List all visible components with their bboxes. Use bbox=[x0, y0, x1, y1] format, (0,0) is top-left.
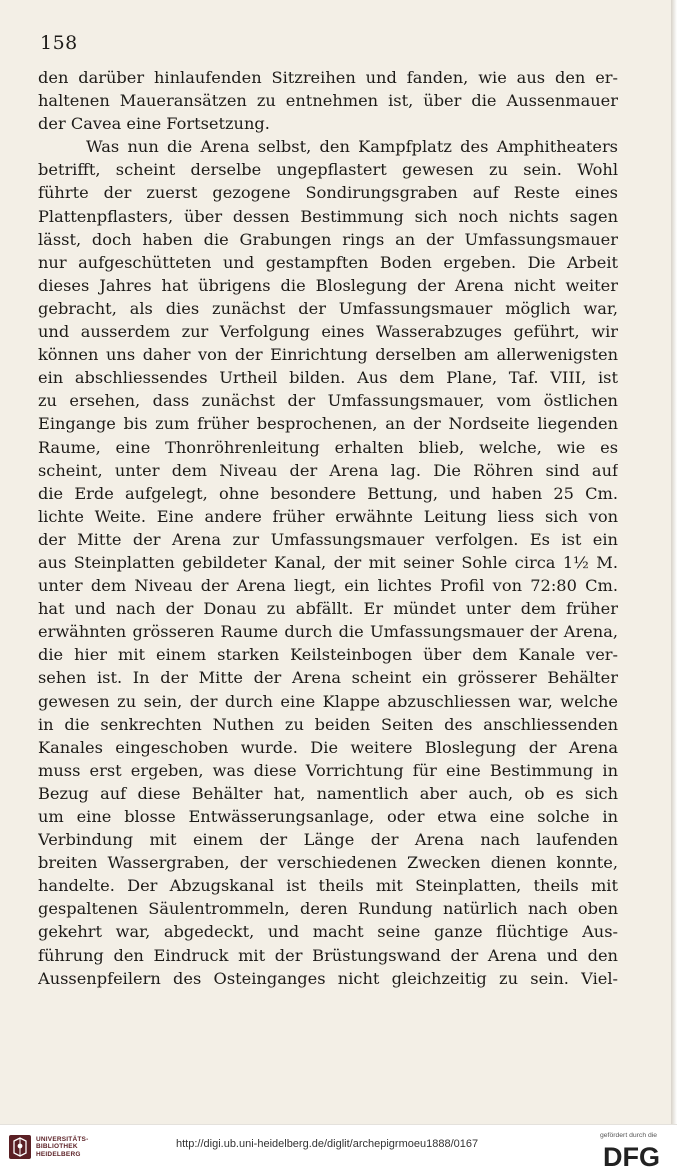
text-line: ein abschliessendes Urtheil bilden. Aus dem Plane, Taf. VIII, ist bbox=[38, 368, 618, 388]
text-line: erwähnten grösseren Raume durch die Umfassungsmauer der Arena, bbox=[38, 622, 618, 642]
page-number: 158 bbox=[40, 32, 78, 54]
viewer-footer bbox=[0, 1124, 677, 1175]
funded-by-caption: gefördert durch die bbox=[600, 1132, 658, 1139]
text-line: um eine blosse Entwässerungsanlage, oder etwa eine solche in bbox=[38, 807, 618, 826]
text-line: Raume, eine Thonröhrenleitung erhalten blieb, welche, wie es bbox=[38, 437, 618, 457]
library-name bbox=[36, 1136, 88, 1158]
text-line: den darüber hinlaufenden Sitzreihen und fanden, wie aus den er- bbox=[38, 68, 618, 87]
permalink-url[interactable]: http://digi.ub.uni-heidelberg.de/diglit/archepigrmoeu1888/0167 bbox=[176, 1138, 479, 1150]
body-text bbox=[38, 66, 618, 990]
text-line: Bezug auf diese Behälter hat, namentlich aber auch, ob es sich bbox=[38, 783, 618, 803]
text-line: führte der zuerst gezogene Sondirungsgraben auf Reste eines bbox=[38, 183, 618, 203]
text-line: die Erde aufgelegt, ohne besondere Bettung, und haben 25 Cm. bbox=[38, 483, 618, 503]
text-line: der Cavea eine Fortsetzung. bbox=[38, 114, 270, 134]
text-line: gespaltenen Säulentrommeln, deren Rundung natürlich nach oben bbox=[38, 899, 618, 919]
text-line: hat und nach der Donau zu abfällt. Er mündet unter dem früher bbox=[38, 599, 618, 619]
text-line: gewesen zu sein, der durch eine Klappe abzuschliessen war, welche bbox=[38, 691, 618, 711]
university-seal-icon bbox=[8, 1134, 32, 1160]
text-line: Aussenpfeilern des Osteinganges nicht gleichzeitig zu sein. Viel- bbox=[38, 968, 618, 988]
text-line: gebracht, als dies zunächst der Umfassungsmauer möglich war, bbox=[38, 298, 618, 318]
text-line: nur aufgeschütteten und gestampften Boden ergeben. Die Arbeit bbox=[38, 252, 618, 272]
text-line: Was nun die Arena selbst, den Kampfplatz des Amphitheaters bbox=[86, 137, 618, 157]
text-line: scheint, unter dem Niveau der Arena lag. Die Röhren sind auf bbox=[38, 460, 618, 480]
text-line: lässt, doch haben die Grabungen rings an der Umfassungsmauer bbox=[38, 229, 618, 249]
text-line: Eingange bis zum früher besprochenen, an der Nordseite liegenden bbox=[38, 414, 618, 434]
text-line: der Mitte der Arena zur Umfassungsmauer verfolgen. Es ist ein bbox=[38, 529, 618, 549]
text-line: unter dem Niveau der Arena liegt, ein lichtes Profil von 72:80 Cm. bbox=[38, 576, 618, 596]
text-line: Verbindung mit einem der Länge der Arena nach laufenden bbox=[38, 830, 618, 850]
dfg-logo-icon bbox=[603, 1143, 669, 1169]
text-line: betrifft, scheint derselbe ungepflastert gewesen zu sein. Wohl bbox=[38, 160, 618, 180]
text-line: führung den Eindruck mit der Brüstungswand der Arena und den bbox=[38, 945, 618, 965]
text-line: die hier mit einem starken Keilsteinbogen über dem Kanale ver- bbox=[38, 645, 618, 665]
text-line: Kanales eingeschoben wurde. Die weitere Bloslegung der Arena bbox=[38, 737, 618, 757]
page-edge bbox=[671, 0, 677, 1124]
text-line: lichte Weite. Eine andere früher erwähnte Leitung liess sich von bbox=[38, 506, 618, 526]
text-line: und ausserdem zur Verfolgung eines Wasserabzuges geführt, wir bbox=[38, 322, 618, 342]
library-name-line: BIBLIOTHEK bbox=[36, 1143, 78, 1151]
text-line: haltenen Maueransätzen zu entnehmen ist, über die Aussenmauer bbox=[38, 91, 618, 111]
text-line: zu ersehen, dass zunächst der Umfassungsmauer, vom östlichen bbox=[38, 391, 618, 411]
text-line: gekehrt war, abgedeckt, und macht seine ganze flüchtige Aus- bbox=[38, 922, 618, 942]
text-line: können uns daher von der Einrichtung derselben am allerwenigsten bbox=[38, 345, 618, 365]
text-line: handelte. Der Abzugskanal ist theils mit Steinplatten, theils mit bbox=[38, 876, 618, 896]
library-name-line: HEIDELBERG bbox=[36, 1150, 81, 1158]
text-line: aus Steinplatten gebildeter Kanal, der mit seiner Sohle circa 1½ M. bbox=[38, 552, 618, 572]
text-line: in die senkrechten Nuthen zu beiden Seiten des anschliessenden bbox=[38, 714, 618, 734]
dfg-logo-text: DFG bbox=[603, 1143, 660, 1169]
text-line: muss erst ergeben, was diese Vorrichtung für eine Bestimmung in bbox=[38, 760, 618, 780]
library-name-line: UNIVERSITÄTS- bbox=[36, 1136, 89, 1143]
text-line: Plattenpflasters, über dessen Bestimmung sich noch nichts sagen bbox=[38, 206, 618, 226]
text-line: sehen ist. In der Mitte der Arena scheint ein grösserer Behälter bbox=[38, 668, 618, 688]
text-line: breiten Wassergraben, der verschiedenen Zwecken dienen konnte, bbox=[38, 853, 618, 873]
text-line: dieses Jahres hat übrigens die Bloslegung der Arena nicht weiter bbox=[38, 275, 618, 295]
